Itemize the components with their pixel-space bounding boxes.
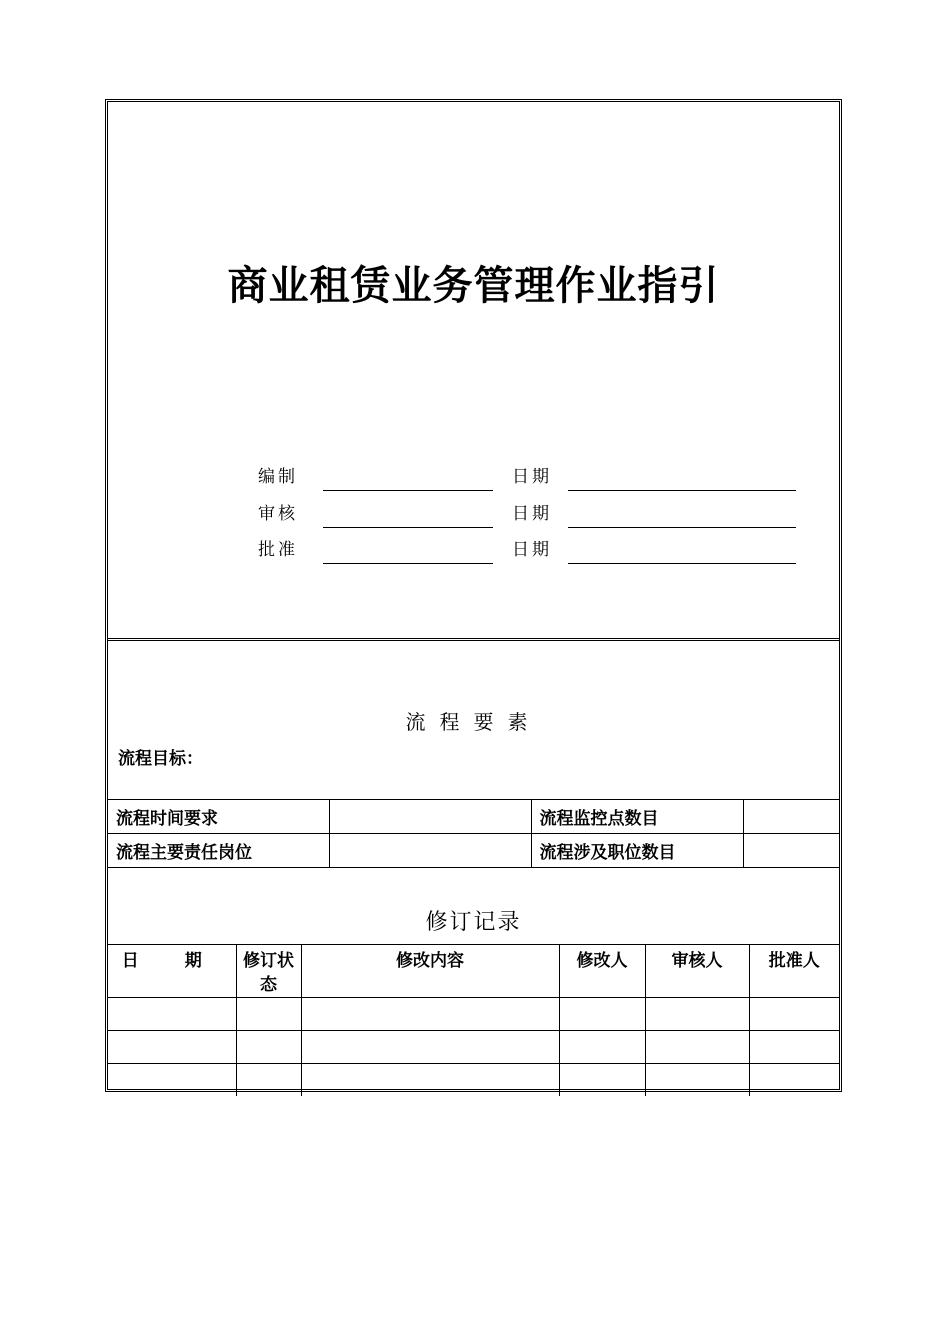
process-time-label: 流程时间要求 bbox=[108, 800, 329, 834]
revision-cell[interactable] bbox=[559, 1064, 645, 1097]
revision-cell[interactable] bbox=[645, 1031, 749, 1064]
positions-count-value[interactable] bbox=[743, 834, 839, 868]
revision-cell[interactable] bbox=[559, 1031, 645, 1064]
table-row bbox=[108, 1064, 839, 1097]
revision-cell[interactable] bbox=[749, 998, 839, 1031]
revision-cell[interactable] bbox=[301, 998, 559, 1031]
revision-cell[interactable] bbox=[236, 1031, 301, 1064]
signature-label-review: 审核 bbox=[258, 504, 298, 524]
column-header-revision-status: 修订状态 bbox=[236, 945, 301, 998]
signature-label-compile: 编制 bbox=[258, 467, 298, 487]
revision-cell[interactable] bbox=[108, 1031, 236, 1064]
table-row bbox=[108, 800, 839, 834]
process-goal-label: 流程目标： bbox=[118, 749, 203, 769]
signature-label-approve: 批准 bbox=[258, 540, 298, 560]
table-row bbox=[108, 998, 839, 1031]
revision-cell[interactable] bbox=[645, 998, 749, 1031]
signature-date-line-review bbox=[568, 527, 796, 528]
document-frame bbox=[105, 99, 842, 1092]
revision-cell[interactable] bbox=[301, 1064, 559, 1097]
revision-cell[interactable] bbox=[645, 1064, 749, 1097]
process-elements-table bbox=[108, 799, 839, 868]
column-header-date: 日 期 bbox=[108, 945, 236, 998]
table-row bbox=[108, 1031, 839, 1064]
column-header-reviewer: 审核人 bbox=[645, 945, 749, 998]
signature-date-line-compile bbox=[568, 490, 796, 491]
process-time-value[interactable] bbox=[329, 800, 531, 834]
section-divider bbox=[108, 638, 839, 641]
revision-cell[interactable] bbox=[236, 998, 301, 1031]
revision-cell[interactable] bbox=[108, 1064, 236, 1097]
column-header-change-content: 修改内容 bbox=[301, 945, 559, 998]
revision-record-table bbox=[108, 944, 839, 1096]
table-row bbox=[108, 834, 839, 868]
monitor-points-value[interactable] bbox=[743, 800, 839, 834]
revision-cell[interactable] bbox=[559, 998, 645, 1031]
positions-count-label: 流程涉及职位数目 bbox=[531, 834, 743, 868]
signature-line-review bbox=[323, 527, 493, 528]
responsible-post-label: 流程主要责任岗位 bbox=[108, 834, 329, 868]
revision-cell[interactable] bbox=[301, 1031, 559, 1064]
signature-date-label-review: 日期 bbox=[512, 504, 552, 524]
signature-date-label-approve: 日期 bbox=[512, 540, 552, 560]
monitor-points-label: 流程监控点数目 bbox=[531, 800, 743, 834]
revision-cell[interactable] bbox=[749, 1031, 839, 1064]
signature-date-line-approve bbox=[568, 563, 796, 564]
revision-cell[interactable] bbox=[749, 1064, 839, 1097]
process-elements-heading: 流程要素 bbox=[405, 710, 542, 734]
revision-cell[interactable] bbox=[236, 1064, 301, 1097]
signature-date-label-compile: 日期 bbox=[512, 467, 552, 487]
signature-line-compile bbox=[323, 490, 493, 491]
document-title: 商业租赁业务管理作业指引 bbox=[227, 262, 720, 309]
signature-line-approve bbox=[323, 563, 493, 564]
column-header-approver: 批准人 bbox=[749, 945, 839, 998]
revision-cell[interactable] bbox=[108, 998, 236, 1031]
table-header-row bbox=[108, 945, 839, 998]
column-header-modifier: 修改人 bbox=[559, 945, 645, 998]
responsible-post-value[interactable] bbox=[329, 834, 531, 868]
revision-record-heading: 修订记录 bbox=[425, 910, 522, 935]
